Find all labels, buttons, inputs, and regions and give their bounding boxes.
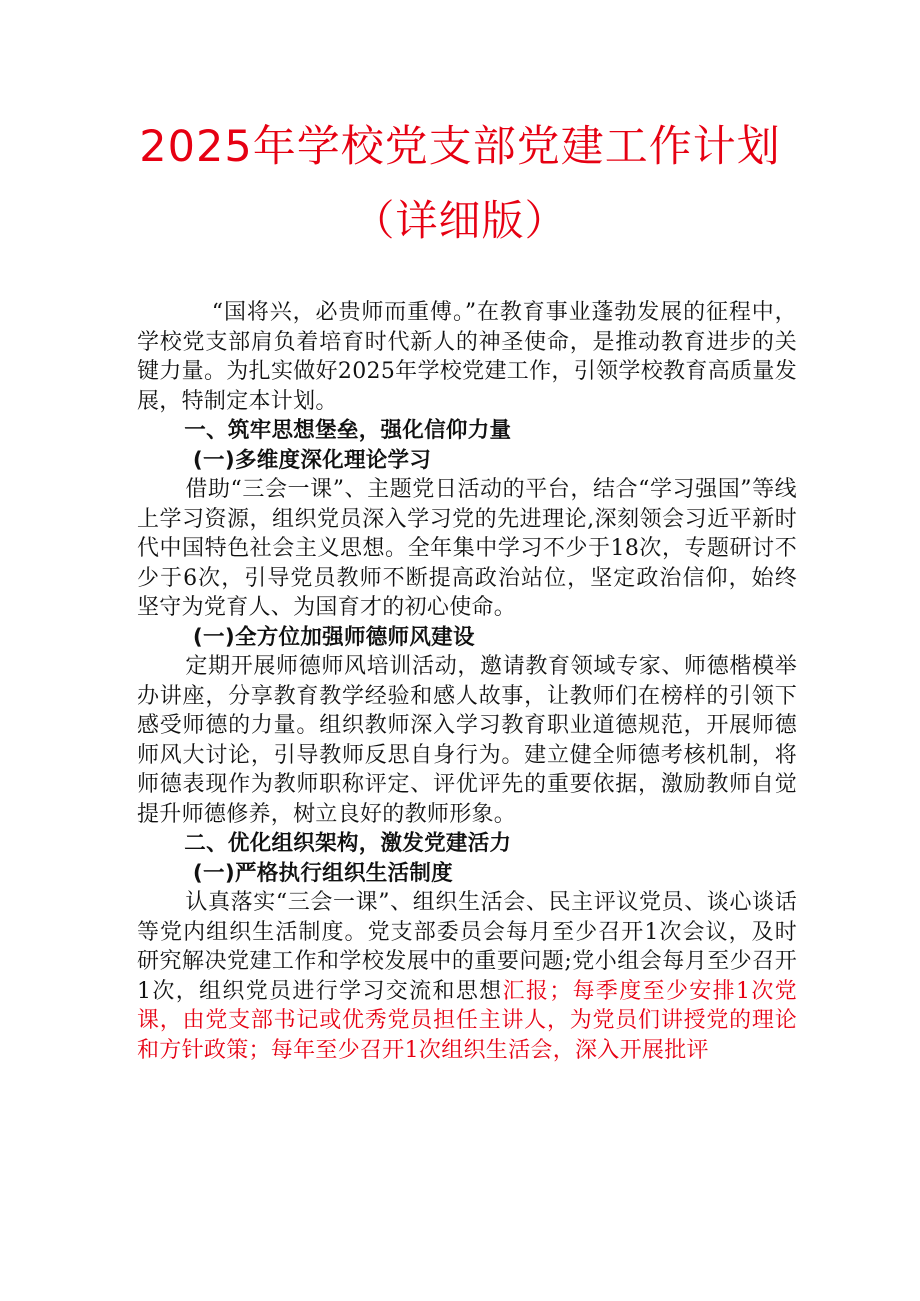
section-2-heading: 二、优化组织架构，激发党建活力: [184, 831, 512, 856]
section-1-1-paragraph: 借助“三会一课”、主题党日活动的平台，结合“学习强国”等线上学习资源，组织党员深入学习党的先进理论,深刻领会习近平新时代中国特色社会主义思想。全年集中学习不少于18次，专题研讨不少于6次，引导党员教师不断提高政治站位，坚定政治信仰，始终坚守为党育人、为国育才的初心使命。: [137, 477, 797, 620]
section-2-1-text-black: 认真落实“三会一课”、组织生活会、民主评议党员、谈心谈话等党内组织生活制度。党支部委员会每月至少召开1次会议，及时研究解决党建工作和学校发展中的重要问题;党小组会每月至少召开1次，组织党员进行学习交流和思想: [137, 890, 797, 1004]
section-2-1-paragraph: [137, 888, 797, 1065]
document-title: 2025年学校党支部党建工作计划: [139, 122, 781, 172]
section-1-heading: 一、筑牢思想堡垒，强化信仰力量: [184, 418, 512, 443]
section-1-1-heading: (一)多维度深化理论学习: [192, 447, 432, 473]
document-subtitle: （详细版）: [352, 196, 568, 245]
intro-paragraph: “国将兴，必贵师而重傅。”在教育事业蓬勃发展的征程中，学校党支部肩负着培育时代新人的神圣使命，是推动教育进步的关键力量。为扎实做好2025年学校党建工作，引领学校教育高质量发展，特制定本计划。: [137, 300, 797, 414]
section-1-2-heading: (一)全方位加强师德师风建设: [192, 624, 475, 650]
section-1-2-paragraph: 定期开展师德师风培训活动，邀请教育领域专家、师德楷模举办讲座，分享教育教学经验和感人故事，让教师们在榜样的引领下感受师德的力量。组织教师深入学习教育职业道德规范，开展师德师风大讨论，引导教师反思自身行为。建立健全师德考核机制，将师德表现作为教师职称评定、评优评先的重要依据，激励教师自觉提升师德修养，树立良好的教师形象。: [137, 654, 797, 827]
document-body: [137, 298, 797, 1065]
section-2-1-heading: (一)严格执行组织生活制度: [192, 860, 453, 886]
section-2-1-text-red: 汇报；每季度至少安排1次党课，由党支部书记或优秀党员担任主讲人，为党员们讲授党的理论和方针政策；每年至少召开1次组织生活会，深入开展批评: [137, 978, 797, 1063]
